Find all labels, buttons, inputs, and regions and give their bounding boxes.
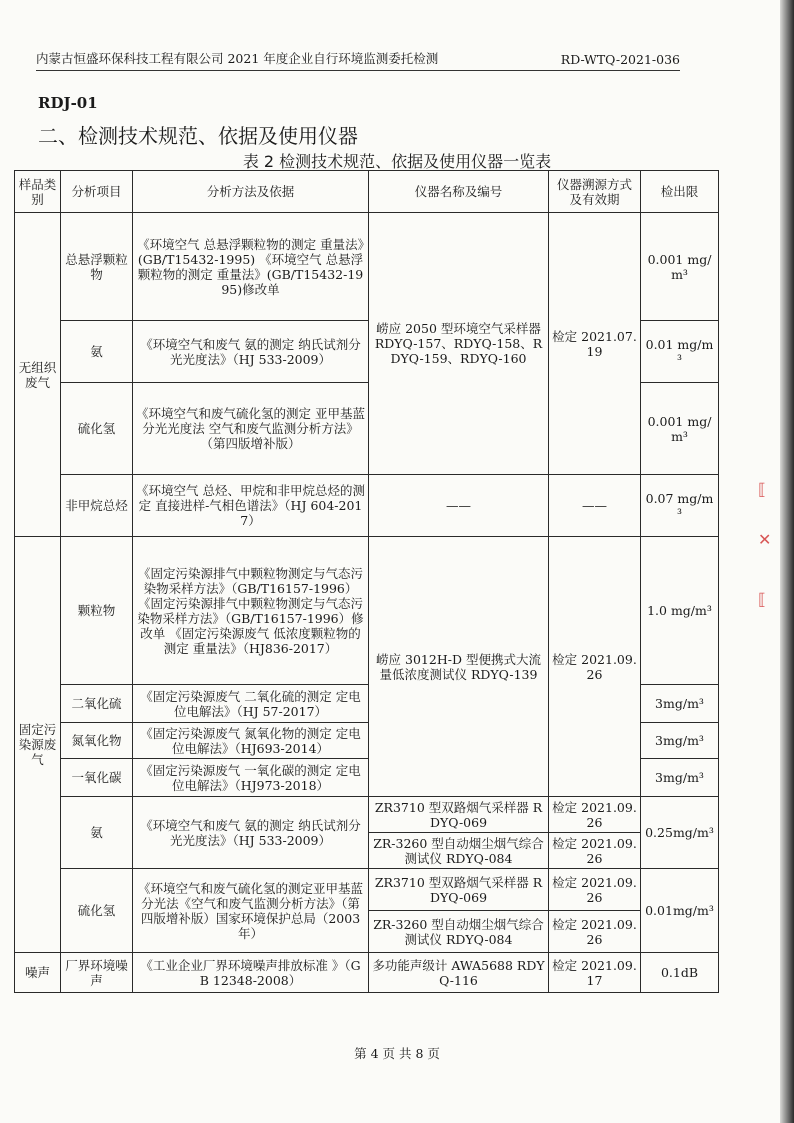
instrument-table	[14, 170, 719, 993]
item-cell: 二氧化硫	[61, 685, 133, 723]
limit-cell: 3mg/m³	[641, 685, 719, 723]
header-trace: 仪器溯源方式及有效期	[549, 171, 641, 213]
instrument-cell: 多功能声级计 AWA5688 RDYQ-116	[369, 953, 549, 993]
table-row	[15, 869, 719, 911]
instrument-cell: ZR-3260 型自动烟尘烟气综合测试仪 RDYQ-084	[369, 911, 549, 953]
trace-cell: 检定 2021.09.26	[549, 833, 641, 869]
category-cell: 无组织废气	[15, 213, 61, 537]
item-cell: 颗粒物	[61, 537, 133, 685]
limit-cell: 0.07 mg/m³	[641, 475, 719, 537]
doc-code: RDJ-01	[38, 94, 98, 112]
method-cell: 《环境空气和废气硫化氢的测定 亚甲基蓝分光光度法 空气和废气监测分析方法》（第四版增补版）	[133, 383, 369, 475]
limit-cell: 3mg/m³	[641, 723, 719, 759]
page-header	[36, 48, 680, 71]
item-cell: 总悬浮颗粒物	[61, 213, 133, 321]
limit-cell: 3mg/m³	[641, 759, 719, 797]
table-row	[15, 475, 719, 537]
instrument-cell: 崂应 3012H-D 型便携式大流量低浓度测试仪 RDYQ-139	[369, 537, 549, 797]
method-cell: 《环境空气和废气硫化氢的测定亚甲基蓝分光法《空气和废气监测分析方法》（第四版增补版）国家环境保护总局（2003 年）	[133, 869, 369, 953]
instrument-cell: 崂应 2050 型环境空气采样器 RDYQ-157、RDYQ-158、RDYQ-159、RDYQ-160	[369, 213, 549, 475]
trace-cell: ——	[549, 475, 641, 537]
category-cell: 固定污染源废气	[15, 537, 61, 953]
limit-cell: 0.001 mg/m³	[641, 213, 719, 321]
table-row	[15, 213, 719, 321]
method-cell: 《固定污染源废气 一氧化碳的测定 定电位电解法》（HJ973-2018）	[133, 759, 369, 797]
header-category: 样品类别	[15, 171, 61, 213]
instrument-cell: ZR3710 型双路烟气采样器 RDYQ-069	[369, 797, 549, 833]
trace-cell: 检定 2021.09.26	[549, 797, 641, 833]
limit-cell: 0.001 mg/m³	[641, 383, 719, 475]
item-cell: 一氧化碳	[61, 759, 133, 797]
header-instrument: 仪器名称及编号	[369, 171, 549, 213]
instrument-cell: ZR-3260 型自动烟尘烟气综合测试仪 RDYQ-084	[369, 833, 549, 869]
header-limit: 检出限	[641, 171, 719, 213]
method-cell: 《固定污染源废气 氮氧化物的测定 定电位电解法》（HJ693-2014）	[133, 723, 369, 759]
trace-cell: 检定 2021.07.19	[549, 213, 641, 475]
method-cell: 《环境空气和废气 氨的测定 纳氏试剂分光光度法》（HJ 533-2009）	[133, 797, 369, 869]
limit-cell: 1.0 mg/m³	[641, 537, 719, 685]
trace-cell: 检定 2021.09.26	[549, 869, 641, 911]
header-item: 分析项目	[61, 171, 133, 213]
item-cell: 氨	[61, 321, 133, 383]
table-row	[15, 537, 719, 685]
table-row	[15, 797, 719, 833]
table-row	[15, 953, 719, 993]
instrument-cell: ZR3710 型双路烟气采样器 RDYQ-069	[369, 869, 549, 911]
page-footer: 第 4 页 共 8 页	[354, 1046, 440, 1061]
item-cell: 非甲烷总烃	[61, 475, 133, 537]
category-cell: 噪声	[15, 953, 61, 993]
section-title: 二、检测技术规范、依据及使用仪器	[38, 124, 358, 148]
header-company-title: 内蒙古恒盛环保科技工程有限公司 2021 年度企业自行环境监测委托检测	[36, 51, 439, 66]
method-cell: 《工业企业厂界环境噪声排放标准 》（GB 12348-2008）	[133, 953, 369, 993]
item-cell: 硫化氢	[61, 869, 133, 953]
trace-cell: 检定 2021.09.17	[549, 953, 641, 993]
item-cell: 厂界环境噪声	[61, 953, 133, 993]
method-cell: 《环境空气 总烃、甲烷和非甲烷总烃的测定 直接进样-气相色谱法》（HJ 604-2017）	[133, 475, 369, 537]
item-cell: 氨	[61, 797, 133, 869]
method-cell: 《固定污染源废气 二氧化硫的测定 定电位电解法》（HJ 57-2017）	[133, 685, 369, 723]
method-cell: 《环境空气和废气 氨的测定 纳氏试剂分光光度法》（HJ 533-2009）	[133, 321, 369, 383]
table-caption: 表 2 检测技术规范、依据及使用仪器一览表	[242, 152, 552, 171]
red-seal-stamp: ⟦ ✕ ⟦	[758, 480, 772, 609]
method-cell: 《固定污染源排气中颗粒物测定与气态污染物采样方法》（GB/T16157-1996） 《固定污染源排气中颗粒物测定与气态污染物采样方法》（GB/T16157-1996）修改单 《固定污染源废气 低浓度颗粒物的测定 重量法》（HJ836-2017）	[133, 537, 369, 685]
item-cell: 硫化氢	[61, 383, 133, 475]
trace-cell: 检定 2021.09.26	[549, 911, 641, 953]
limit-cell: 0.01 mg/m³	[641, 321, 719, 383]
limit-cell: 0.01mg/m³	[641, 869, 719, 953]
trace-cell: 检定 2021.09.26	[549, 537, 641, 797]
item-cell: 氮氧化物	[61, 723, 133, 759]
limit-cell: 0.25mg/m³	[641, 797, 719, 869]
table-header-row	[15, 171, 719, 213]
instrument-cell: ——	[369, 475, 549, 537]
method-cell: 《环境空气 总悬浮颗粒物的测定 重量法》(GB/T15432-1995) 《环境空气 总悬浮颗粒物的测定 重量法》(GB/T15432-1995)修改单	[133, 213, 369, 321]
header-method: 分析方法及依据	[133, 171, 369, 213]
header-report-no: RD-WTQ-2021-036	[560, 52, 680, 67]
limit-cell: 0.1dB	[641, 953, 719, 993]
